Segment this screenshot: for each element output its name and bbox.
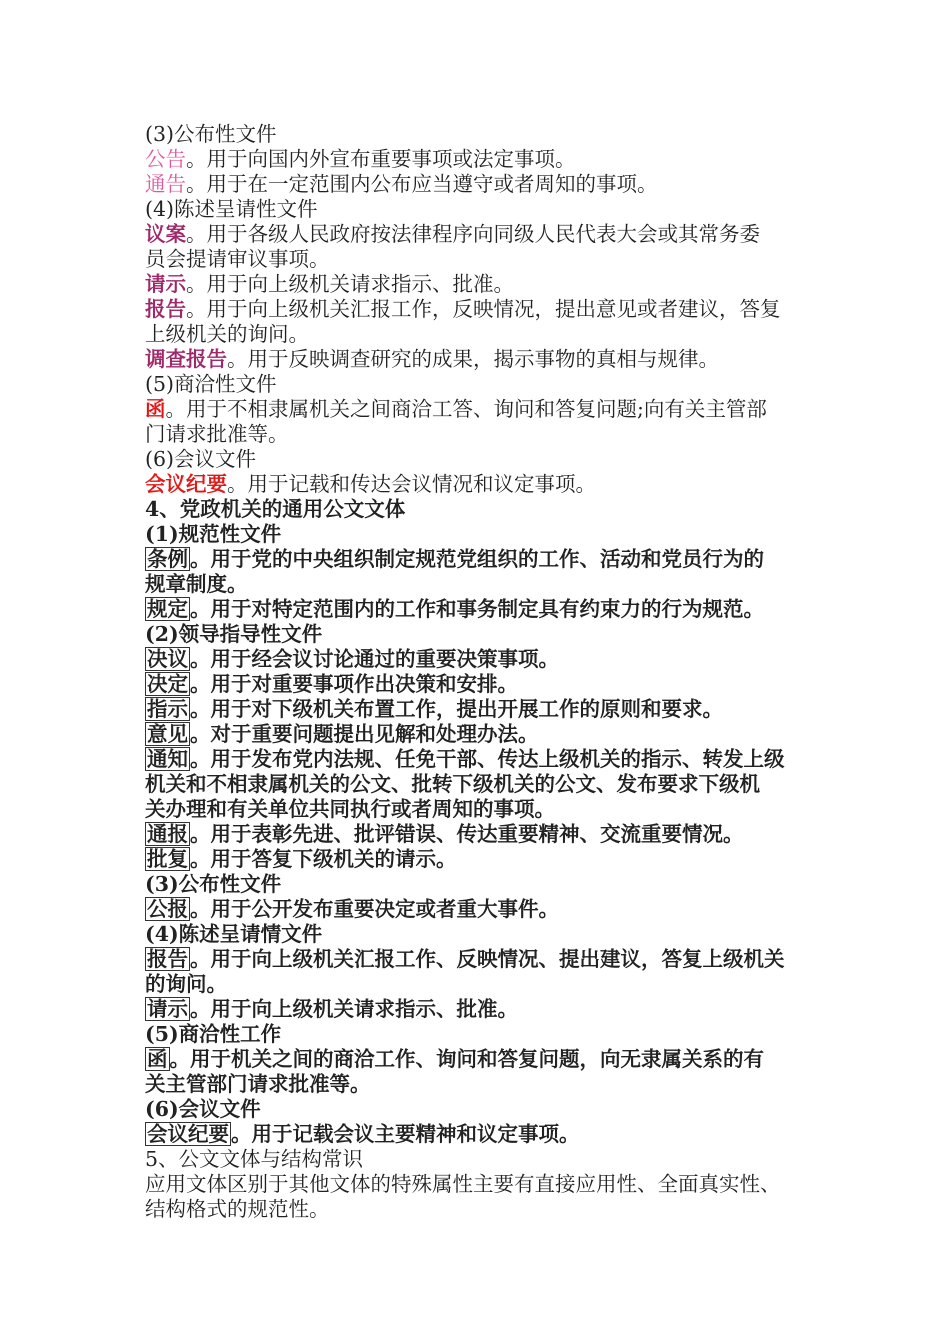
term-desc: 。用于反映调查研究的成果，揭示事物的真相与规律。 — [227, 347, 719, 371]
term-desc: 。用于向上级机关汇报工作，反映情况，提出意见或者建议，答复 — [186, 297, 781, 321]
term-label: 调查报告 — [145, 347, 227, 371]
section-heading: (6)会议文件 — [145, 447, 257, 471]
chapter-heading: 4、党政机关的通用公文文体 — [145, 497, 406, 521]
term-label: 请示 — [145, 272, 186, 296]
term-entry — [145, 897, 825, 922]
term-label: 请示 — [147, 997, 188, 1021]
term-desc: 。用于对下级机关布置工作，提出开展工作的原则和要求。 — [190, 697, 723, 721]
term-label: 报告 — [145, 297, 186, 321]
term-desc-cont: 员会提请审议事项。 — [145, 247, 330, 271]
section-heading: (4)陈述呈请情文件 — [145, 922, 323, 946]
paragraph-line: 结构格式的规范性。 — [145, 1197, 330, 1221]
term-entry — [145, 222, 825, 247]
term-entry — [145, 647, 825, 672]
term-desc: 。用于向国内外宣布重要事项或法定事项。 — [186, 147, 576, 171]
term-label: 规定 — [147, 597, 188, 621]
term-desc: 。用于向上级机关汇报工作、反映情况、提出建议，答复上级机关 — [190, 947, 785, 971]
term-entry — [145, 672, 825, 697]
term-desc-cont: 关办理和有关单位共同执行或者周知的事项。 — [145, 797, 555, 821]
term-entry — [145, 722, 825, 747]
term-entry — [145, 947, 825, 972]
term-desc-cont: 门请求批准等。 — [145, 422, 289, 446]
term-label: 函 — [147, 1047, 168, 1071]
term-desc: 。用于经会议讨论通过的重要决策事项。 — [190, 647, 559, 671]
term-desc: 。用于发布党内法规、任免干部、传达上级机关的指示、转发上级 — [190, 747, 785, 771]
term-label: 决议 — [147, 647, 188, 671]
term-entry — [145, 847, 825, 872]
term-entry — [145, 547, 825, 572]
term-label: 报告 — [147, 947, 188, 971]
term-label: 指示 — [147, 697, 188, 721]
chapter-heading: 5、公文文体与结构常识 — [145, 1147, 364, 1171]
term-label: 会议纪要 — [147, 1122, 229, 1146]
term-entry — [145, 147, 825, 172]
term-desc: 。用于表彰先进、批评错误、传达重要精神、交流重要情况。 — [190, 822, 744, 846]
term-entry — [145, 1047, 825, 1072]
paragraph-line: 应用文体区别于其他文体的特殊属性主要有直接应用性、全面真实性、 — [145, 1172, 781, 1196]
term-desc-cont: 机关和不相隶属机关的公文、批转下级机关的公文、发布要求下级机 — [145, 772, 760, 796]
term-entry — [145, 697, 825, 722]
term-desc: 。用于对特定范围内的工作和事务制定具有约束力的行为规范。 — [190, 597, 764, 621]
term-desc: 。用于机关之间的商洽工作、询问和答复问题，向无隶属关系的有 — [169, 1047, 764, 1071]
term-desc: 。用于不相隶属机关之间商洽工答、询问和答复问题;向有关主管部 — [165, 397, 767, 421]
term-label: 决定 — [147, 672, 188, 696]
section-heading: (6)会议文件 — [145, 1097, 261, 1121]
term-label: 公报 — [147, 897, 188, 921]
term-label: 函 — [145, 397, 166, 421]
term-desc: 。用于对重要事项作出决策和安排。 — [190, 672, 518, 696]
term-desc: 。用于记载会议主要精神和议定事项。 — [231, 1122, 580, 1146]
term-desc: 。用于向上级机关请求指示、批准。 — [186, 272, 514, 296]
section-heading: (2)领导指导性文件 — [145, 622, 323, 646]
term-entry — [145, 997, 825, 1022]
term-desc-cont: 的询问。 — [145, 972, 227, 996]
term-label: 议案 — [145, 222, 186, 246]
term-desc-cont: 规章制度。 — [145, 572, 248, 596]
document-page — [145, 122, 825, 1222]
term-desc: 。对于重要问题提出见解和处理办法。 — [190, 722, 539, 746]
term-desc: 。用于在一定范围内公布应当遵守或者周知的事项。 — [186, 172, 658, 196]
section-heading: (3)公布性文件 — [145, 872, 282, 896]
section-heading: (3)公布性文件 — [145, 122, 277, 146]
term-desc: 。用于向上级机关请求指示、批准。 — [190, 997, 518, 1021]
term-desc: 。用于答复下级机关的请示。 — [190, 847, 457, 871]
term-label: 条例 — [147, 547, 188, 571]
term-desc: 。用于党的中央组织制定规范党组织的工作、活动和党员行为的 — [190, 547, 764, 571]
term-entry — [145, 747, 825, 772]
term-desc-cont: 上级机关的询问。 — [145, 322, 309, 346]
term-label: 公告 — [145, 147, 186, 171]
term-desc: 。用于各级人民政府按法律程序向同级人民代表大会或其常务委 — [186, 222, 760, 246]
term-entry — [145, 272, 825, 297]
term-label: 通报 — [147, 822, 188, 846]
term-desc-cont: 关主管部门请求批准等。 — [145, 1072, 371, 1096]
section-heading: (1)规范性文件 — [145, 522, 282, 546]
term-entry — [145, 597, 825, 622]
term-desc: 。用于记载和传达会议情况和议定事项。 — [227, 472, 596, 496]
term-label: 会议纪要 — [145, 472, 227, 496]
term-label: 批复 — [147, 847, 188, 871]
term-entry — [145, 172, 825, 197]
term-desc: 。用于公开发布重要决定或者重大事件。 — [190, 897, 559, 921]
term-entry — [145, 297, 825, 322]
term-label: 通告 — [145, 172, 186, 196]
section-heading: (5)商洽性文件 — [145, 372, 277, 396]
term-entry — [145, 347, 825, 372]
section-heading: (5)商洽性工作 — [145, 1022, 282, 1046]
term-entry — [145, 397, 825, 422]
term-entry — [145, 472, 825, 497]
term-label: 意见 — [147, 722, 188, 746]
term-label: 通知 — [147, 747, 188, 771]
section-heading: (4)陈述呈请性文件 — [145, 197, 318, 221]
term-entry — [145, 1122, 825, 1147]
term-entry — [145, 822, 825, 847]
